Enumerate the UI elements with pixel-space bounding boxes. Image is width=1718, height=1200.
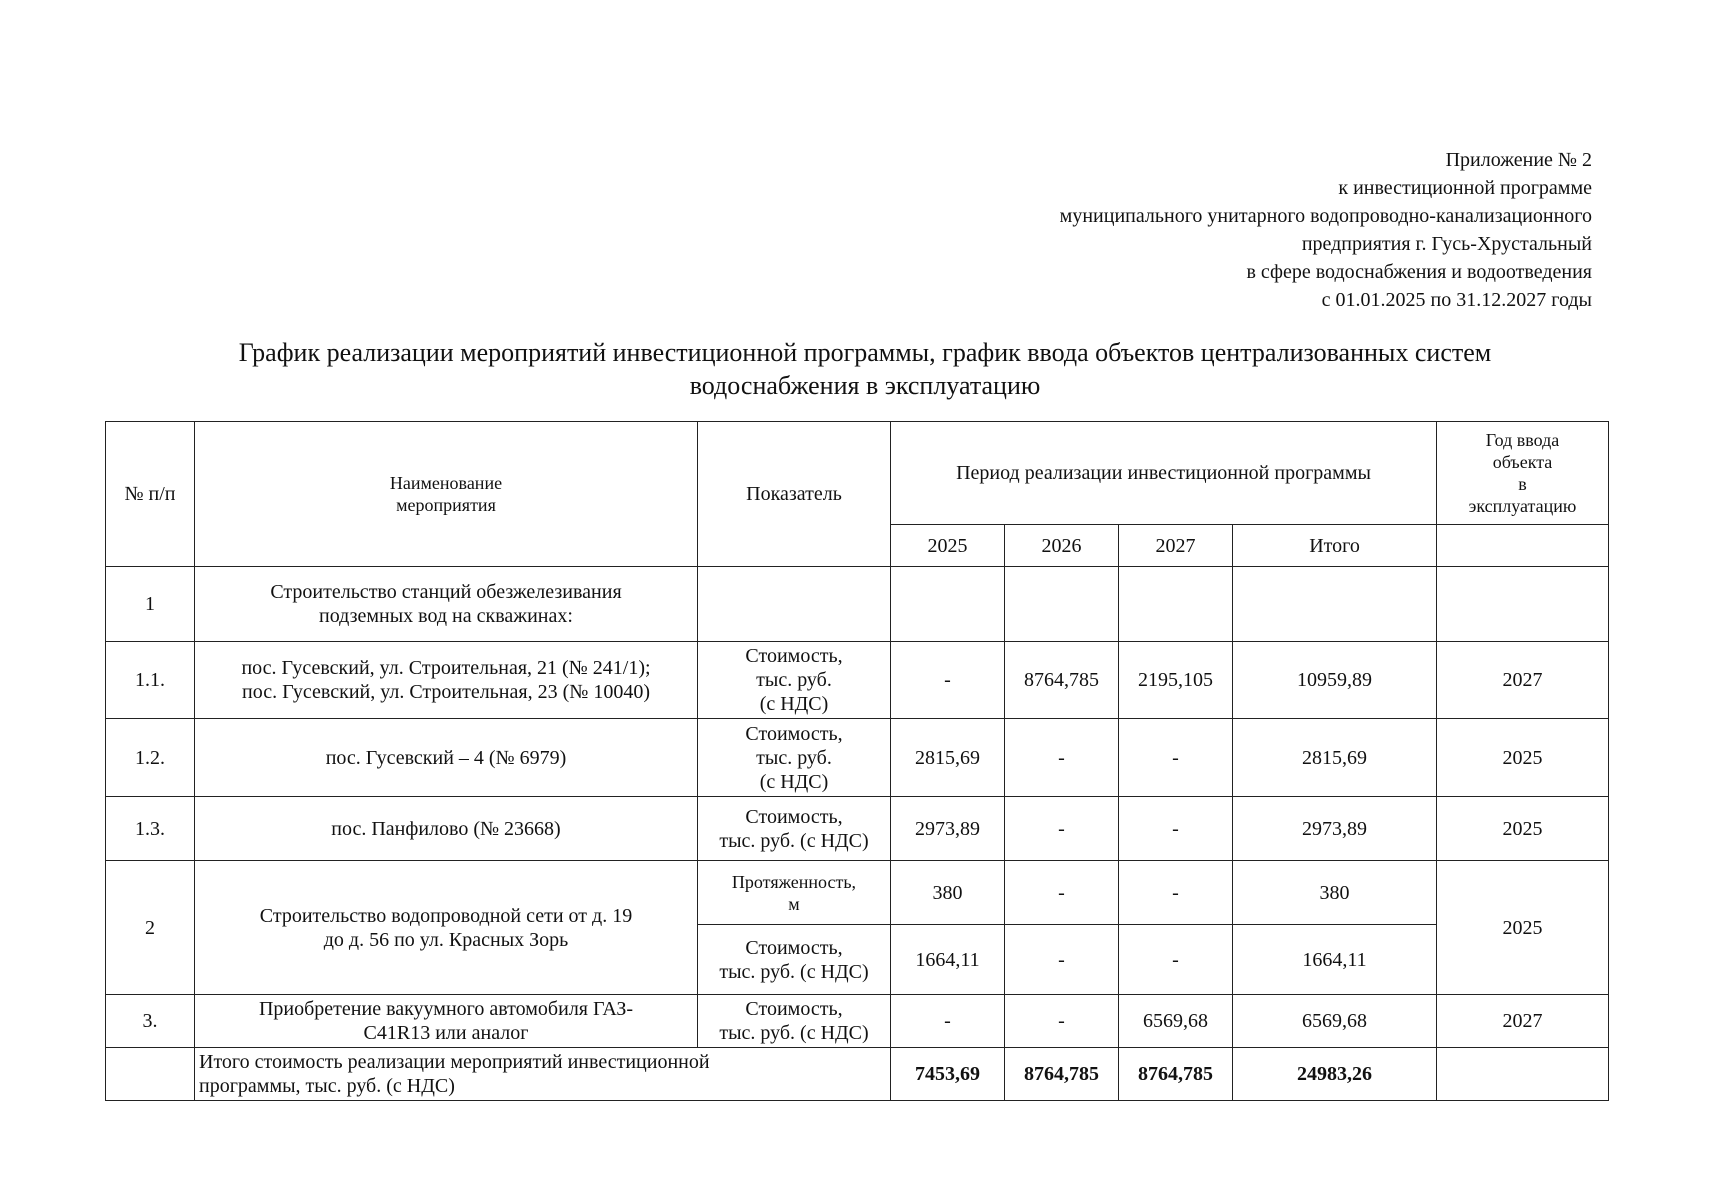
schedule-table <box>105 421 1609 1101</box>
total-2026: 8764,785 <box>1005 1048 1119 1101</box>
row-total: 1664,11 <box>1233 925 1437 995</box>
row-indicator: Стоимость, тыс. руб. (с НДС) <box>698 797 891 861</box>
total-2027: 8764,785 <box>1119 1048 1233 1101</box>
appendix-block <box>1060 146 1592 314</box>
row-num: 1 <box>106 567 195 642</box>
row-2025: - <box>891 995 1005 1048</box>
row-name: Строительство водопроводной сети от д. 19 до д. 56 по ул. Красных Зорь <box>195 861 698 995</box>
header-indicator: Показатель <box>698 422 891 567</box>
row-2027: 2195,105 <box>1119 642 1233 719</box>
header-year-entry: Год ввода объекта в эксплуатацию <box>1437 422 1609 525</box>
table-row <box>106 719 1609 797</box>
row-year-entry: 2027 <box>1437 995 1609 1048</box>
row-name: Приобретение вакуумного автомобиля ГАЗ- С41R13 или аналог <box>195 995 698 1048</box>
row-2026: - <box>1005 861 1119 925</box>
document-title-line: водоснабжения в эксплуатацию <box>689 371 1041 400</box>
header-2025: 2025 <box>891 525 1005 567</box>
row-indicator: Стоимость, тыс. руб. (с НДС) <box>698 642 891 719</box>
row-num: 1.3. <box>106 797 195 861</box>
row-total: 380 <box>1233 861 1437 925</box>
row-2025: - <box>891 642 1005 719</box>
appendix-line: муниципального унитарного водопроводно-канализационного <box>1059 205 1592 227</box>
appendix-line: предприятия г. Гусь-Хрустальный <box>1301 233 1592 255</box>
row-num: 2 <box>106 861 195 995</box>
appendix-line: Приложение № 2 <box>1445 149 1592 171</box>
header-2027: 2027 <box>1119 525 1233 567</box>
appendix-line: в сфере водоснабжения и водоотведения <box>1246 261 1592 283</box>
table-row <box>106 642 1609 719</box>
row-2027: - <box>1119 861 1233 925</box>
header-num: № п/п <box>106 422 195 567</box>
row-2026: - <box>1005 719 1119 797</box>
row-total: 6569,68 <box>1233 995 1437 1048</box>
row-year-entry: 2025 <box>1437 861 1609 995</box>
row-indicator: Стоимость, тыс. руб. (с НДС) <box>698 925 891 995</box>
row-name: Строительство станций обезжелезивания подземных вод на скважинах: <box>195 567 698 642</box>
document-title-line: График реализации мероприятий инвестиционной программы, график ввода объектов централизованных систем <box>238 338 1492 367</box>
row-2027: - <box>1119 925 1233 995</box>
row-indicator: Протяженность, м <box>698 861 891 925</box>
table-row <box>106 567 1609 642</box>
empty-cell <box>698 567 891 642</box>
row-indicator: Стоимость, тыс. руб. (с НДС) <box>698 719 891 797</box>
row-year-entry: 2025 <box>1437 797 1609 861</box>
row-2025: 1664,11 <box>891 925 1005 995</box>
empty-cell <box>1437 567 1609 642</box>
header-total: Итого <box>1233 525 1437 567</box>
row-num: 3. <box>106 995 195 1048</box>
row-total: 10959,89 <box>1233 642 1437 719</box>
empty-cell <box>106 1048 195 1101</box>
row-year-entry: 2025 <box>1437 719 1609 797</box>
header-period: Период реализации инвестиционной программы <box>891 422 1437 525</box>
total-2025: 7453,69 <box>891 1048 1005 1101</box>
empty-cell <box>1233 567 1437 642</box>
row-total: 2815,69 <box>1233 719 1437 797</box>
row-2026: - <box>1005 995 1119 1048</box>
row-2027: 6569,68 <box>1119 995 1233 1048</box>
row-2027: - <box>1119 719 1233 797</box>
row-2026: 8764,785 <box>1005 642 1119 719</box>
row-year-entry: 2027 <box>1437 642 1609 719</box>
empty-cell <box>1005 567 1119 642</box>
row-2026: - <box>1005 925 1119 995</box>
appendix-line: с 01.01.2025 по 31.12.2027 годы <box>1321 289 1592 311</box>
table-row <box>106 797 1609 861</box>
row-name: пос. Гусевский, ул. Строительная, 21 (№ 241/1); пос. Гусевский, ул. Строительная, 23 (№ 10040) <box>195 642 698 719</box>
table-row <box>106 861 1609 925</box>
row-num: 1.2. <box>106 719 195 797</box>
row-num: 1.1. <box>106 642 195 719</box>
row-name: пос. Гусевский – 4 (№ 6979) <box>195 719 698 797</box>
header-row <box>106 422 1609 525</box>
total-row <box>106 1048 1609 1101</box>
header-empty <box>1437 525 1609 567</box>
document-title <box>100 336 1630 402</box>
row-name: пос. Панфилово (№ 23668) <box>195 797 698 861</box>
total-label: Итого стоимость реализации мероприятий инвестиционной программы, тыс. руб. (с НДС) <box>195 1048 891 1101</box>
row-2025: 2973,89 <box>891 797 1005 861</box>
header-2026: 2026 <box>1005 525 1119 567</box>
table-row <box>106 995 1609 1048</box>
total-sum: 24983,26 <box>1233 1048 1437 1101</box>
row-total: 2973,89 <box>1233 797 1437 861</box>
row-2026: - <box>1005 797 1119 861</box>
row-2025: 2815,69 <box>891 719 1005 797</box>
empty-cell <box>1437 1048 1609 1101</box>
header-name: Наименование мероприятия <box>195 422 698 567</box>
empty-cell <box>891 567 1005 642</box>
row-2025: 380 <box>891 861 1005 925</box>
row-indicator: Стоимость, тыс. руб. (с НДС) <box>698 995 891 1048</box>
row-2027: - <box>1119 797 1233 861</box>
empty-cell <box>1119 567 1233 642</box>
appendix-line: к инвестиционной программе <box>1338 177 1592 199</box>
